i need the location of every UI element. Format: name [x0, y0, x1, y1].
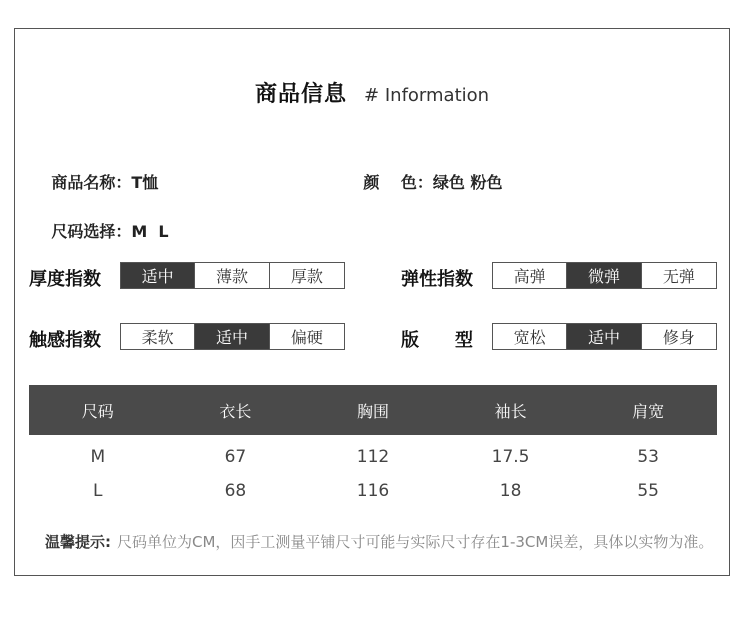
touch-label: 触感指数	[29, 330, 101, 351]
product-name-value: T恤	[131, 173, 159, 192]
product-color-value: 绿色 粉色	[432, 173, 503, 192]
size-table-header-cell: 肩宽	[632, 401, 665, 421]
touch-option[interactable]: 柔软	[121, 324, 195, 349]
product-name-label: 商品名称：	[51, 173, 132, 192]
size-table-header	[29, 385, 717, 435]
product-size-value: M L	[131, 222, 169, 241]
page-subtitle: # Information	[364, 85, 490, 106]
thickness-option[interactable]: 适中	[121, 263, 195, 288]
product-size-label: 尺码选择：	[51, 222, 132, 241]
thickness-option[interactable]: 厚款	[290, 267, 323, 286]
elasticity-option[interactable]: 高弹	[493, 263, 567, 288]
table-cell: 53	[637, 447, 659, 467]
size-table-header-cell: 胸围	[356, 401, 389, 421]
tip-label: 温馨提示:	[45, 533, 111, 551]
product-size-row	[31, 200, 169, 261]
thickness-option[interactable]: 薄款	[195, 263, 269, 288]
table-cell: 18	[499, 481, 522, 501]
size-table-header-cell: 袖长	[494, 401, 527, 421]
table-cell: 68	[224, 481, 247, 501]
elasticity-selector	[492, 262, 717, 289]
table-row	[29, 474, 717, 508]
thickness-selector	[120, 262, 345, 289]
fit-option[interactable]: 修身	[662, 328, 695, 347]
table-cell: 17.5	[491, 447, 530, 467]
elasticity-label: 弹性指数	[401, 269, 473, 290]
elasticity-option[interactable]: 微弹	[567, 263, 641, 288]
elasticity-option[interactable]: 无弹	[662, 267, 695, 286]
table-cell: M	[90, 447, 106, 467]
size-tip	[45, 531, 725, 553]
fit-option[interactable]: 适中	[567, 324, 641, 349]
touch-option[interactable]: 偏硬	[290, 328, 323, 347]
table-cell: L	[93, 481, 103, 501]
section-header	[15, 77, 729, 108]
table-cell: 67	[224, 447, 247, 467]
page-title: 商品信息	[254, 82, 347, 107]
fit-selector	[492, 323, 717, 350]
size-table	[29, 385, 717, 508]
table-cell: 112	[356, 447, 390, 467]
product-color-row	[343, 151, 503, 212]
tip-text: 尺码单位为CM，因手工测量平铺尺寸可能与实际尺寸存在1-3CM误差，具体以实物为准。	[117, 533, 714, 551]
product-info-card	[14, 28, 730, 576]
fit-label: 版 型	[401, 330, 473, 351]
size-table-header-cell: 衣长	[219, 401, 252, 421]
table-cell: 116	[356, 481, 390, 501]
table-cell: 55	[637, 481, 659, 501]
size-table-header-cell: 尺码	[81, 401, 114, 421]
touch-option[interactable]: 适中	[195, 324, 269, 349]
product-color-label: 颜 色：	[363, 173, 433, 192]
touch-selector	[120, 323, 345, 350]
table-row	[29, 440, 717, 474]
fit-option[interactable]: 宽松	[493, 324, 567, 349]
thickness-label: 厚度指数	[29, 269, 101, 290]
